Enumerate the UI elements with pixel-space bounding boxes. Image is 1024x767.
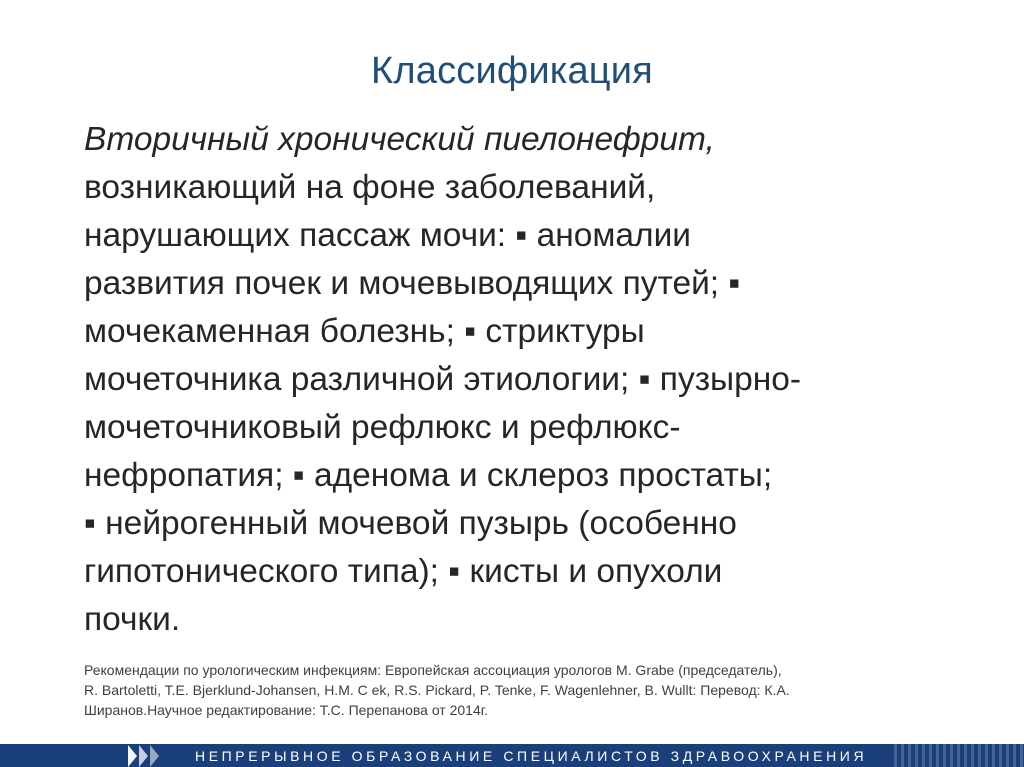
reference-line: Рекомендации по урологическим инфекциям: Европейская ассоциация урологов M. Grabe (председатель), (84, 662, 782, 678)
body-line: гипотонического типа); ▪ кисты и опухоли (84, 553, 723, 590)
reference-line: R. Bartoletti, T.E. Bjerklund-Johansen, H.M. C ek, R.S. Pickard, P. Tenke, F. Wagenlehner, B. Wullt: Перевод: К.А. (84, 682, 790, 698)
body-line: мочеточника различной этиологии; ▪ пузырно- (84, 361, 802, 398)
footer-bar (0, 744, 1024, 767)
body-line: нефропатия; ▪ аденома и склероз простаты; (84, 457, 773, 494)
footer-stripes (894, 744, 1024, 767)
reference-note (84, 660, 964, 720)
chevron-right-icon (128, 744, 159, 767)
body-line: мочеточниковый рефлюкс и рефлюкс- (84, 409, 681, 446)
slide-body (84, 116, 944, 644)
body-line: ▪ нейрогенный мочевой пузырь (особенно (84, 505, 737, 542)
reference-line: Ширанов.Научное редактирование: Т.С. Перепанова от 2014г. (84, 702, 489, 718)
body-line: почки. (84, 601, 181, 638)
body-line: мочекаменная болезнь; ▪ стриктуры (84, 313, 645, 350)
body-lead-line: Вторичный хронический пиелонефрит, (84, 121, 715, 158)
body-line: возникающий на фоне заболеваний, (84, 169, 656, 206)
body-line: развития почек и мочевыводящих путей; ▪ (84, 265, 741, 302)
body-line: нарушающих пассаж мочи: ▪ аномалии (84, 217, 692, 254)
slide-title: Классификация (371, 50, 653, 92)
footer-text: НЕПРЕРЫВНОЕ ОБРАЗОВАНИЕ СПЕЦИАЛИСТОВ ЗДРАВООХРАНЕНИЯ (195, 748, 868, 764)
